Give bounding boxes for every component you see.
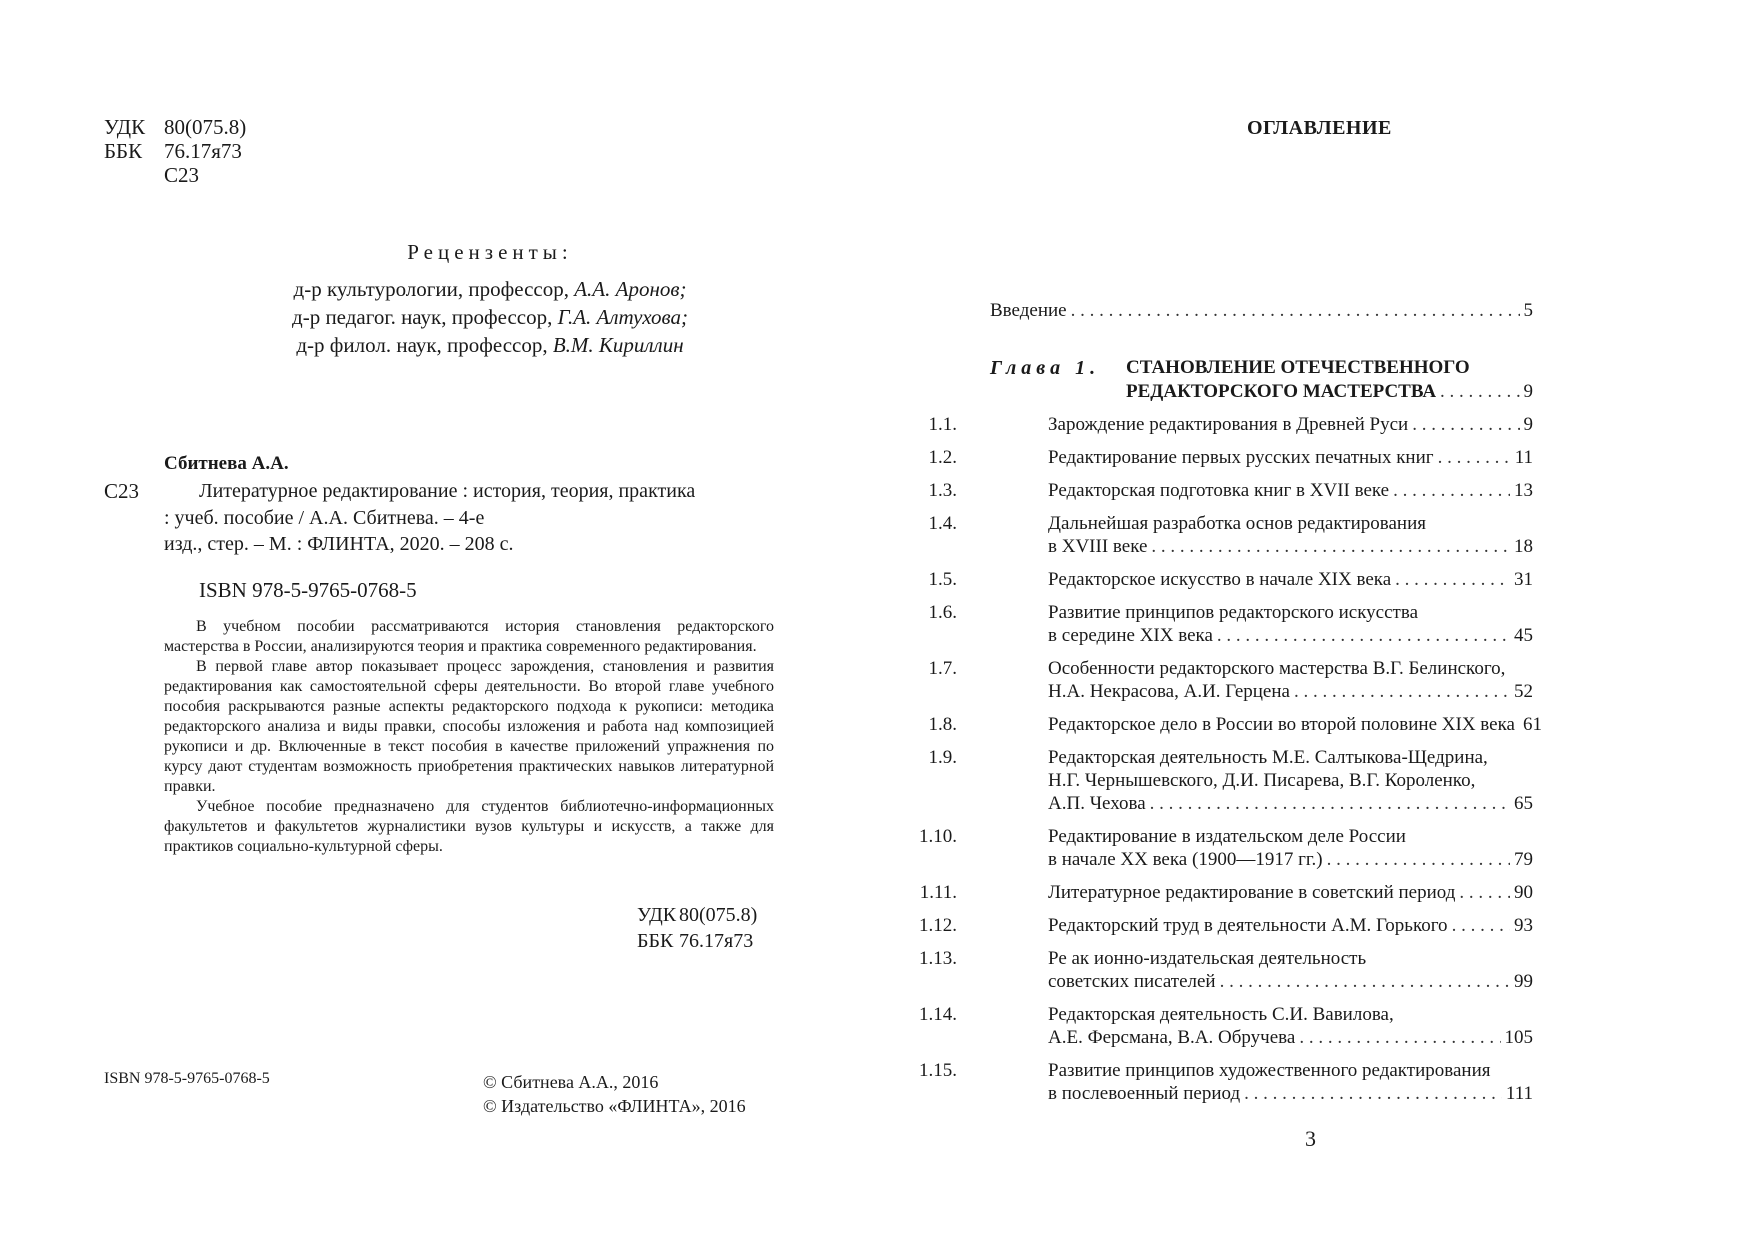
- leader-dots: [1395, 568, 1510, 592]
- page-number: 3: [1305, 1126, 1316, 1151]
- udk-value: 80(075.8): [164, 115, 247, 139]
- bbk-line: [104, 139, 242, 163]
- leader-dots: [1412, 413, 1519, 437]
- bottom-bbk-code: ББК: [637, 930, 674, 952]
- leader-dots: [1299, 1026, 1500, 1050]
- leader-dots: [1294, 680, 1510, 704]
- section-page: 11: [1514, 447, 1533, 468]
- section-number: 1.1.: [928, 414, 957, 435]
- section-page: 90: [1514, 882, 1533, 903]
- section-page: 9: [1523, 414, 1533, 435]
- reviewer-1-title: д-р культурологии, профессор,: [293, 277, 575, 301]
- section-number: 1.3.: [928, 480, 957, 501]
- leader-dots: [1393, 479, 1510, 503]
- leader-dots: [1438, 446, 1511, 470]
- reviewer-1-name: А.А. Аронов;: [574, 277, 687, 301]
- annotation-paragraph-2: В первой главе автор показывает процесс зарождения, становления и развития редактирования как самостоятельной сферы деятельности. Во второй главе учебного пособия раскрываются разные аспекты редакторского подхода к рукописи: методика редакторского анализа и виды правки, способы изложения и работа над композицией рукописи и др. Включенные в текст пособия в качестве приложений упражнения по курсу дают студентам возможность приобретения практических навыков литературной правки.: [164, 658, 774, 795]
- section-title: Редакторская подготовка книг в XVII веке: [1048, 480, 1390, 501]
- bottom-bbk-value: 76.17я73: [679, 930, 754, 952]
- reviewer-2-title: д-р педагог. наук, профессор,: [292, 305, 558, 329]
- section-number: 1.2.: [928, 447, 957, 468]
- section-number: 1.12.: [919, 915, 957, 936]
- section-number: 1.8.: [928, 714, 957, 735]
- reviewer-3-title: д-р филол. наук, профессор,: [296, 333, 553, 357]
- section-page: 79: [1514, 849, 1533, 870]
- leader-dots: [1327, 848, 1510, 872]
- leader-dots: [1440, 380, 1519, 404]
- section-number: 1.9.: [928, 747, 957, 768]
- section-title-line-1: Особенности редакторского мастерства В.Г. Белинского,: [1048, 658, 1506, 679]
- section-title: Редакторское дело в России во второй половине XIX века: [1048, 714, 1515, 735]
- section-title-line-2: в середине XIX века: [1048, 625, 1213, 646]
- copyright-author: © Сбитнева А.А., 2016: [483, 1072, 659, 1092]
- section-number: 1.10.: [919, 826, 957, 847]
- section-title: Зарождение редактирования в Древней Руси: [1048, 414, 1409, 435]
- copyright-publisher: © Издательство «ФЛИНТА», 2016: [483, 1096, 746, 1116]
- udk-code: УДК: [104, 115, 146, 139]
- section-number: 1.14.: [919, 1004, 957, 1025]
- section-title: Редакторский труд в деятельности А.М. Горького: [1048, 915, 1448, 936]
- leader-dots: [1452, 914, 1510, 938]
- catalog-code: С23: [104, 479, 140, 503]
- section-title-line-1: Дальнейшая разработка основ редактирования: [1048, 513, 1427, 534]
- left-page: [0, 0, 877, 1240]
- section-page: 111: [1505, 1083, 1533, 1104]
- leader-dots: [1220, 970, 1510, 994]
- section-title-line-2: в XVIII веке: [1048, 536, 1148, 557]
- toc-intro-page: 5: [1523, 300, 1533, 321]
- section-title-line-1: Ре ак ионно-издательская деятельность: [1048, 948, 1367, 969]
- reviewer-2: [190, 305, 790, 330]
- section-title-line-3: А.П. Чехова: [1048, 793, 1146, 814]
- section-title-line-1: Редактирование в издательском деле России: [1048, 826, 1406, 847]
- section-title-line-1: Развитие принципов художественного редактирования: [1048, 1060, 1491, 1081]
- section-title-line-1: Редакторская деятельность М.Е. Салтыкова-Щедрина,: [1048, 747, 1488, 768]
- section-page: 52: [1514, 681, 1533, 702]
- section-title-line-2: Н.А. Некрасова, А.И. Герцена: [1048, 681, 1290, 702]
- section-number: 1.7.: [928, 658, 957, 679]
- section-number: 1.11.: [919, 882, 957, 903]
- toc-title: ОГЛАВЛЕНИЕ: [1247, 117, 1392, 139]
- section-page: 65: [1514, 793, 1533, 814]
- catalog-line-3: изд., стер. – М. : ФЛИНТА, 2020. – 208 с.: [164, 533, 514, 555]
- catalog-isbn: ISBN 978-5-9765-0768-5: [199, 578, 417, 602]
- section-page: 18: [1514, 536, 1533, 557]
- section-title-line-2: в послевоенный период: [1048, 1083, 1241, 1104]
- section-title-line-2: в начале XX века (1900—1917 гг.): [1048, 849, 1323, 870]
- section-number: 1.13.: [919, 948, 957, 969]
- leader-dots: [1244, 1082, 1502, 1106]
- chapter-title-line-1: СТАНОВЛЕНИЕ ОТЕЧЕСТВЕННОГО: [1126, 357, 1470, 378]
- section-title-line-1: Развитие принципов редакторского искусства: [1048, 602, 1418, 623]
- annotation: [164, 617, 774, 857]
- section-page: 61: [1522, 714, 1542, 735]
- section-title: Редактирование первых русских печатных книг: [1048, 447, 1434, 468]
- author-mark-line: [104, 163, 199, 187]
- section-number: 1.4.: [928, 513, 957, 534]
- chapter-label: Глава 1.: [990, 357, 1101, 379]
- leader-dots: [1151, 535, 1510, 559]
- catalog-author: Сбитнева А.А.: [164, 453, 289, 474]
- leader-dots: [1459, 881, 1510, 905]
- section-page: 31: [1514, 569, 1533, 590]
- author-mark-value: С23: [164, 163, 200, 187]
- leader-dots: [1150, 792, 1510, 816]
- catalog-line-2: : учеб. пособие / А.А. Сбитнева. – 4-е: [164, 507, 485, 529]
- reviewer-1: [190, 277, 790, 302]
- bottom-udk-value: 80(075.8): [679, 904, 758, 926]
- section-title-line-2: советских писателей: [1048, 971, 1216, 992]
- isbn-footer: ISBN 978-5-9765-0768-5: [104, 1070, 270, 1087]
- bbk-value: 76.17я73: [164, 139, 242, 163]
- section-title: Редакторское искусство в начале XIX века: [1048, 569, 1392, 590]
- section-title-line-2: Н.Г. Чернышевского, Д.И. Писарева, В.Г. Короленко,: [1048, 770, 1476, 791]
- section-page: 99: [1514, 971, 1533, 992]
- chapter-page: 9: [1523, 381, 1533, 402]
- section-title-line-2: А.Е. Ферсмана, В.А. Обручева: [1048, 1027, 1296, 1048]
- toc-intro-label: Введение: [990, 300, 1067, 321]
- catalog-line-1: Литературное редактирование : история, теория, практика: [199, 480, 696, 502]
- reviewer-3-name: В.М. Кириллин: [552, 333, 684, 357]
- right-page: [877, 0, 1755, 1240]
- bottom-bbk-line: [637, 930, 753, 953]
- chapter-title-line-2: РЕДАКТОРСКОГО МАСТЕРСТВА: [1126, 381, 1437, 402]
- section-page: 13: [1514, 480, 1533, 501]
- section-number: 1.5.: [928, 569, 957, 590]
- annotation-paragraph-3: Учебное пособие предназначено для студентов библиотечно-информационных факультетов и факультетов журналистики вузов культуры и искусств, а также для практиков социально-культурной сферы.: [164, 798, 774, 855]
- bbk-code: ББК: [104, 139, 143, 163]
- annotation-paragraph-1: В учебном пособии рассматриваются история становления редакторского мастерства в России, анализируются теория и практика современного редактирования.: [164, 618, 774, 655]
- section-title: Литературное редактирование в советский период: [1048, 882, 1456, 903]
- section-page: 45: [1514, 625, 1533, 646]
- reviewer-2-name: Г.А. Алтухова;: [557, 305, 688, 329]
- udk-line: [104, 115, 246, 139]
- reviewer-3: [190, 333, 790, 358]
- bottom-udk-code: УДК: [637, 904, 677, 926]
- leader-dots: [1217, 624, 1510, 648]
- section-number: 1.15.: [919, 1060, 957, 1081]
- section-title-line-1: Редакторская деятельность С.И. Вавилова,: [1048, 1004, 1394, 1025]
- section-page: 105: [1504, 1027, 1533, 1048]
- bottom-udk-line: [637, 904, 757, 927]
- leader-dots: [1071, 299, 1520, 323]
- reviewers-heading: Рецензенты:: [407, 240, 573, 264]
- section-number: 1.6.: [928, 602, 957, 623]
- section-page: 93: [1514, 915, 1533, 936]
